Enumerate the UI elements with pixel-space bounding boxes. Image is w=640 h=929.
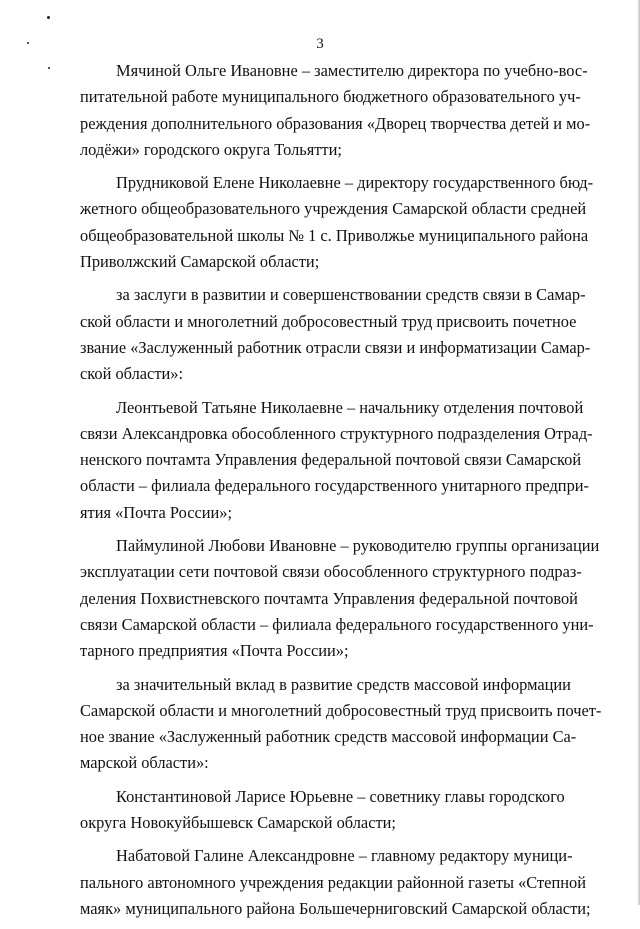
- text-line: общеобразовательной школы № 1 с. Приволжье муниципального района: [80, 225, 589, 245]
- text-line: жетного общеобразовательного учреждения Самарской области средней: [80, 199, 587, 219]
- text-line: связи Александровка обособленного структурного подразделения Отрад-: [80, 423, 593, 443]
- text-line: марской области»:: [80, 753, 209, 773]
- paragraph: [80, 395, 593, 526]
- paragraph: [80, 672, 602, 777]
- paragraph: [80, 170, 594, 275]
- text-line: маяк» муниципального района Большечерниговский Самарской области;: [80, 898, 591, 918]
- text-line: деления Похвистневского почтамта Управления федеральной почтовой: [80, 588, 578, 608]
- text-line: за значительный вклад в развитие средств массовой информации: [116, 674, 571, 694]
- paragraph: [80, 533, 600, 664]
- text-line: Мячиной Ольге Ивановне – заместителю директора по учебно-вос-: [116, 61, 588, 80]
- paragraph: [80, 784, 565, 837]
- text-line: Константиновой Ларисе Юрьевне – советнику главы городского: [116, 786, 565, 806]
- text-line: Приволжский Самарской области;: [80, 252, 320, 272]
- text-line: Самарской области и многолетний добросовестный труд присвоить почет-: [80, 700, 602, 720]
- document-body: [80, 58, 602, 929]
- text-line: Леонтьевой Татьяне Николаевне – начальнику отделения почтовой: [116, 397, 584, 417]
- text-line: реждения дополнительного образования «Дворец творчества детей и мо-: [80, 113, 591, 133]
- text-line: пального автономного учреждения редакции районной газеты «Степной: [80, 872, 586, 892]
- paragraph: [80, 282, 591, 387]
- text-line: звание «Заслуженный работник отрасли связи и информатизации Самар-: [80, 337, 591, 357]
- text-line: ятия «Почта России»;: [80, 502, 233, 522]
- text-line: ской области»:: [80, 364, 184, 384]
- text-line: связи Самарской области – филиала федерального государственного уни-: [80, 614, 594, 634]
- paragraph: [80, 58, 591, 163]
- text-line: Паймулиной Любови Ивановне – руководителю группы организации: [116, 536, 600, 556]
- scan-speck: [47, 16, 50, 19]
- text-line: ное звание «Заслуженный работник средств массовой информации Са-: [80, 727, 577, 747]
- scan-speck: [27, 42, 29, 44]
- text-line: тарного предприятия «Почта России»;: [80, 641, 349, 661]
- text-line: ненского почтамта Управления федеральной почтовой связи Самарской: [80, 450, 582, 470]
- text-line: Набатовой Галине Александровне – главному редактору муници-: [116, 846, 573, 866]
- text-line: области – филиала федерального государственного унитарного предпри-: [80, 476, 589, 496]
- text-line: Прудниковой Елене Николаевне – директору государственного бюд-: [116, 173, 594, 193]
- text-line: ской области и многолетний добросовестный труд присвоить почетное: [80, 311, 577, 331]
- text-line: лодёжи» городского округа Тольятти;: [80, 139, 342, 159]
- text-line: питательной работе муниципального бюджетного образовательного уч-: [80, 87, 581, 107]
- text-line: округа Новокуйбышевск Самарской области;: [80, 813, 396, 833]
- text-line: эксплуатации сети почтовой связи обособленного структурного подраз-: [80, 562, 582, 582]
- text-line: за заслуги в развитии и совершенствовании средств связи в Самар-: [116, 285, 586, 305]
- scan-speck: [48, 67, 50, 69]
- paragraph: [80, 843, 591, 922]
- page-number: 3: [316, 36, 324, 52]
